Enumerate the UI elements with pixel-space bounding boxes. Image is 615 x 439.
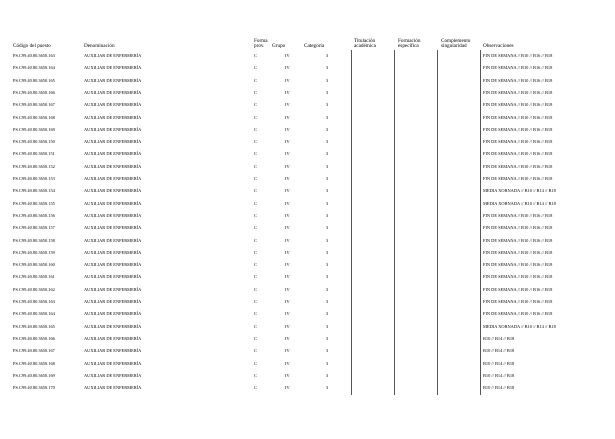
cell-denominacion: AUXILIAR DE ENFERMERÍA <box>84 360 142 366</box>
cell-denominacion: AUXILIAR DE ENFERMERÍA <box>84 385 142 391</box>
table-row <box>0 198 615 210</box>
cell-denominacion: AUXILIAR DE ENFERMERÍA <box>84 65 142 71</box>
cell-codigo: PS.C99.40.80.3650.163 <box>13 299 55 304</box>
header-observaciones <box>483 44 514 50</box>
header-categoria <box>304 44 324 50</box>
table-row <box>0 185 615 197</box>
cell-codigo: PS.C99.40.80.3650.160 <box>13 262 55 268</box>
cell-codigo: PS.C99.40.80.3650.164 <box>13 311 55 317</box>
cell-grupo: IV <box>285 225 290 231</box>
header-complemento <box>441 39 470 50</box>
cell-forma-prov: C <box>254 286 257 292</box>
cell-denominacion: AUXILIAR DE ENFERMERÍA <box>84 77 142 83</box>
cell-codigo: PS.C99.40.80.3650.152 <box>13 163 55 169</box>
cell-forma-prov: C <box>254 323 257 329</box>
header-label-line: académica <box>354 43 376 50</box>
table-row <box>0 271 615 283</box>
cell-categoria: 3 <box>326 114 329 120</box>
cell-denominacion: AUXILIAR DE ENFERMERÍA <box>84 53 142 58</box>
header-codigo <box>13 44 51 50</box>
cell-codigo: PS.C99.40.80.3650.166 <box>13 89 55 95</box>
cell-codigo: PS.C99.40.80.3650.168 <box>13 360 55 366</box>
cell-grupo: IV <box>285 114 290 120</box>
cell-denominacion: AUXILIAR DE ENFERMERÍA <box>84 126 142 132</box>
table-row <box>0 75 615 87</box>
cell-codigo: PS.C99.40.80.3650.157 <box>13 225 55 231</box>
cell-observaciones: FIN DE SEMANA // B10 // B16 // B18 <box>483 225 553 231</box>
cell-grupo: IV <box>285 311 290 317</box>
table-row <box>0 358 615 370</box>
cell-codigo: PS.C99.40.80.3650.150 <box>13 139 55 145</box>
cell-categoria: 3 <box>326 372 329 378</box>
cell-observaciones: B10 // B14 // B18 <box>483 360 515 366</box>
cell-observaciones: FIN DE SEMANA // B10 // B16 // B18 <box>483 53 553 58</box>
cell-codigo: PS.C99.40.80.3650.169 <box>13 126 55 132</box>
cell-observaciones: FIN DE SEMANA // B10 // B16 // B18 <box>483 262 553 268</box>
header-forma-prov <box>254 39 268 50</box>
cell-forma-prov: C <box>254 385 257 391</box>
cell-grupo: IV <box>285 65 290 71</box>
cell-forma-prov: C <box>254 249 257 255</box>
cell-grupo: IV <box>285 385 290 391</box>
cell-denominacion: AUXILIAR DE ENFERMERÍA <box>84 163 142 169</box>
cell-forma-prov: C <box>254 188 257 194</box>
cell-grupo: IV <box>285 212 290 218</box>
cell-codigo: PS.C99.40.80.3650.168 <box>13 114 55 120</box>
table-row <box>0 50 615 62</box>
cell-grupo: IV <box>285 77 290 83</box>
cell-observaciones: FIN DE SEMANA // B10 // B16 // B18 <box>483 286 553 292</box>
table-row <box>0 370 615 382</box>
cell-forma-prov: C <box>254 176 257 181</box>
cell-categoria: 3 <box>326 299 329 304</box>
cell-categoria: 3 <box>326 249 329 255</box>
header-label-line: Formación <box>398 37 421 44</box>
table-row <box>0 62 615 74</box>
cell-forma-prov: C <box>254 360 257 366</box>
cell-forma-prov: C <box>254 262 257 268</box>
header-label-line: Código del puesto <box>13 43 51 49</box>
table-row <box>0 148 615 160</box>
cell-categoria: 3 <box>326 65 329 71</box>
cell-observaciones: FIN DE SEMANA // B10 // B16 // B18 <box>483 237 553 243</box>
cell-categoria: 3 <box>326 274 329 280</box>
cell-codigo: PS.C99.40.80.3650.167 <box>13 102 55 108</box>
cell-observaciones: FIN DE SEMANA // B10 // B16 // B18 <box>483 139 553 145</box>
cell-codigo: PS.C99.40.80.3650.161 <box>13 274 55 280</box>
cell-codigo: PS.C99.40.80.3650.163 <box>13 53 55 58</box>
cell-forma-prov: C <box>254 53 257 58</box>
cell-grupo: IV <box>285 126 290 132</box>
header-label-line: prov. <box>254 43 265 50</box>
cell-categoria: 3 <box>326 225 329 231</box>
table-row <box>0 87 615 99</box>
cell-observaciones: FIN DE SEMANA // B10 // B16 // B18 <box>483 274 553 280</box>
cell-categoria: 3 <box>326 126 329 132</box>
table-row <box>0 112 615 124</box>
cell-categoria: 3 <box>326 323 329 329</box>
cell-categoria: 3 <box>326 262 329 268</box>
cell-denominacion: AUXILIAR DE ENFERMERÍA <box>84 102 142 108</box>
cell-categoria: 3 <box>326 286 329 292</box>
cell-observaciones: B10 // B14 // B18 <box>483 335 515 341</box>
cell-grupo: IV <box>285 89 290 95</box>
table-row <box>0 259 615 271</box>
header-titulacion <box>354 39 376 50</box>
cell-categoria: 3 <box>326 237 329 243</box>
cell-categoria: 3 <box>326 348 329 354</box>
cell-codigo: PS.C99.40.80.3650.158 <box>13 237 55 243</box>
table-row <box>0 321 615 333</box>
cell-denominacion: AUXILIAR DE ENFERMERÍA <box>84 114 142 120</box>
cell-observaciones: FIN DE SEMANA // B10 // B16 // B18 <box>483 299 553 304</box>
cell-forma-prov: C <box>254 77 257 83</box>
cell-denominacion: AUXILIAR DE ENFERMERÍA <box>84 262 142 268</box>
header-label-line: específica <box>398 43 419 50</box>
cell-forma-prov: C <box>254 299 257 304</box>
header-denominacion <box>84 44 115 50</box>
cell-observaciones: B10 // B14 // B18 <box>483 372 515 378</box>
cell-categoria: 3 <box>326 53 329 58</box>
cell-denominacion: AUXILIAR DE ENFERMERÍA <box>84 323 142 329</box>
cell-grupo: IV <box>285 262 290 268</box>
cell-observaciones: FIN DE SEMANA // B10 // B16 // B18 <box>483 249 553 255</box>
cell-categoria: 3 <box>326 212 329 218</box>
cell-forma-prov: C <box>254 163 257 169</box>
cell-denominacion: AUXILIAR DE ENFERMERÍA <box>84 139 142 145</box>
cell-grupo: IV <box>285 139 290 145</box>
cell-observaciones: FIN DE SEMANA // B10 // B16 // B18 <box>483 102 553 108</box>
table-row <box>0 99 615 111</box>
table-row <box>0 296 615 308</box>
cell-denominacion: AUXILIAR DE ENFERMERÍA <box>84 311 142 317</box>
cell-codigo: PS.C99.40.80.3650.166 <box>13 335 55 341</box>
table-row <box>0 382 615 394</box>
cell-observaciones: FIN DE SEMANA // B10 // B16 // B18 <box>483 163 553 169</box>
cell-grupo: IV <box>285 323 290 329</box>
cell-forma-prov: C <box>254 348 257 354</box>
cell-denominacion: AUXILIAR DE ENFERMERÍA <box>84 335 142 341</box>
cell-denominacion: AUXILIAR DE ENFERMERÍA <box>84 249 142 255</box>
cell-observaciones: FIN DE SEMANA // B10 // B16 // B18 <box>483 311 553 317</box>
cell-categoria: 3 <box>326 77 329 83</box>
cell-forma-prov: C <box>254 65 257 71</box>
cell-denominacion: AUXILIAR DE ENFERMERÍA <box>84 348 142 354</box>
header-label-line: Grupo <box>272 43 286 49</box>
cell-observaciones: FIN DE SEMANA // B10 // B16 // B18 <box>483 151 553 157</box>
cell-forma-prov: C <box>254 212 257 218</box>
cell-observaciones: MEDIA XORNADA // B10 // B14 // B18 <box>483 188 556 194</box>
table-row <box>0 235 615 247</box>
cell-grupo: IV <box>285 102 290 108</box>
cell-observaciones: MEDIA XORNADA // B10 // B14 // B18 <box>483 200 556 206</box>
cell-denominacion: AUXILIAR DE ENFERMERÍA <box>84 225 142 231</box>
cell-observaciones: B10 // B14 // B18 <box>483 385 515 391</box>
cell-grupo: IV <box>285 176 290 181</box>
cell-categoria: 3 <box>326 335 329 341</box>
header-label-line: Forma <box>254 37 268 44</box>
cell-grupo: IV <box>285 335 290 341</box>
cell-grupo: IV <box>285 200 290 206</box>
table-row <box>0 161 615 173</box>
cell-forma-prov: C <box>254 274 257 280</box>
cell-categoria: 3 <box>326 102 329 108</box>
cell-codigo: PS.C99.40.80.3650.156 <box>13 212 55 218</box>
cell-observaciones: FIN DE SEMANA // B10 // B16 // B18 <box>483 212 553 218</box>
header-label-line: Observaciones <box>483 43 514 49</box>
cell-codigo: PS.C99.40.80.3650.162 <box>13 286 55 292</box>
header-label-line: Denominación <box>84 43 115 49</box>
cell-codigo: PS.C99.40.80.3650.170 <box>13 385 55 391</box>
cell-forma-prov: C <box>254 139 257 145</box>
cell-categoria: 3 <box>326 200 329 206</box>
cell-denominacion: AUXILIAR DE ENFERMERÍA <box>84 89 142 95</box>
cell-observaciones: FIN DE SEMANA // B10 // B16 // B18 <box>483 126 553 132</box>
cell-codigo: PS.C99.40.80.3650.159 <box>13 249 55 255</box>
cell-observaciones: MEDIA XORNADA // B10 // B14 // B18 <box>483 323 556 329</box>
cell-grupo: IV <box>285 286 290 292</box>
header-label-line: Complemento <box>441 37 471 44</box>
cell-grupo: IV <box>285 53 290 58</box>
cell-grupo: IV <box>285 237 290 243</box>
table-row <box>0 124 615 136</box>
cell-grupo: IV <box>285 360 290 366</box>
cell-forma-prov: C <box>254 89 257 95</box>
cell-denominacion: AUXILIAR DE ENFERMERÍA <box>84 212 142 218</box>
cell-forma-prov: C <box>254 311 257 317</box>
cell-observaciones: FIN DE SEMANA // B10 // B16 // B18 <box>483 77 553 83</box>
cell-denominacion: AUXILIAR DE ENFERMERÍA <box>84 286 142 292</box>
cell-codigo: PS.C99.40.80.3650.165 <box>13 323 55 329</box>
cell-categoria: 3 <box>326 139 329 145</box>
table-row <box>0 345 615 357</box>
header-label-line: Categoría <box>304 43 325 49</box>
table-row <box>0 173 615 185</box>
cell-categoria: 3 <box>326 163 329 169</box>
table-row <box>0 222 615 234</box>
cell-grupo: IV <box>285 163 290 169</box>
cell-codigo: PS.C99.40.80.3650.151 <box>13 151 55 157</box>
cell-observaciones: FIN DE SEMANA // B10 // B16 // B18 <box>483 176 553 181</box>
cell-codigo: PS.C99.40.80.3650.164 <box>13 65 55 71</box>
cell-grupo: IV <box>285 299 290 304</box>
cell-forma-prov: C <box>254 126 257 132</box>
header-grupo <box>272 44 285 50</box>
table-row <box>0 308 615 320</box>
cell-grupo: IV <box>285 249 290 255</box>
cell-categoria: 3 <box>326 311 329 317</box>
cell-codigo: PS.C99.40.80.3650.169 <box>13 372 55 378</box>
cell-denominacion: AUXILIAR DE ENFERMERÍA <box>84 274 142 280</box>
cell-observaciones: B10 // B14 // B18 <box>483 348 515 354</box>
cell-observaciones: FIN DE SEMANA // B10 // B16 // B18 <box>483 65 553 71</box>
table-row <box>0 333 615 345</box>
cell-grupo: IV <box>285 372 290 378</box>
table-row <box>0 136 615 148</box>
cell-observaciones: FIN DE SEMANA // B10 // B16 // B18 <box>483 114 553 120</box>
cell-categoria: 3 <box>326 176 329 181</box>
header-label-line: Titulación <box>354 37 376 44</box>
cell-categoria: 3 <box>326 385 329 391</box>
cell-categoria: 3 <box>326 188 329 194</box>
cell-observaciones: FIN DE SEMANA // B10 // B16 // B18 <box>483 89 553 95</box>
cell-forma-prov: C <box>254 200 257 206</box>
cell-grupo: IV <box>285 188 290 194</box>
cell-categoria: 3 <box>326 89 329 95</box>
cell-denominacion: AUXILIAR DE ENFERMERÍA <box>84 176 142 181</box>
cell-forma-prov: C <box>254 372 257 378</box>
cell-codigo: PS.C99.40.80.3650.154 <box>13 188 55 194</box>
cell-categoria: 3 <box>326 151 329 157</box>
cell-forma-prov: C <box>254 335 257 341</box>
table-row <box>0 247 615 259</box>
cell-forma-prov: C <box>254 151 257 157</box>
cell-grupo: IV <box>285 274 290 280</box>
header-label-line: singularidad <box>441 43 467 50</box>
cell-denominacion: AUXILIAR DE ENFERMERÍA <box>84 200 142 206</box>
cell-denominacion: AUXILIAR DE ENFERMERÍA <box>84 299 142 304</box>
cell-forma-prov: C <box>254 237 257 243</box>
table-row <box>0 284 615 296</box>
cell-grupo: IV <box>285 348 290 354</box>
cell-grupo: IV <box>285 151 290 157</box>
cell-forma-prov: C <box>254 102 257 108</box>
cell-categoria: 3 <box>326 360 329 366</box>
cell-denominacion: AUXILIAR DE ENFERMERÍA <box>84 151 142 157</box>
cell-denominacion: AUXILIAR DE ENFERMERÍA <box>84 372 142 378</box>
cell-forma-prov: C <box>254 114 257 120</box>
cell-denominacion: AUXILIAR DE ENFERMERÍA <box>84 188 142 194</box>
cell-forma-prov: C <box>254 225 257 231</box>
header-formacion <box>398 39 420 50</box>
cell-denominacion: AUXILIAR DE ENFERMERÍA <box>84 237 142 243</box>
cell-codigo: PS.C99.40.80.3650.167 <box>13 348 55 354</box>
cell-codigo: PS.C99.40.80.3650.153 <box>13 176 55 181</box>
cell-codigo: PS.C99.40.80.3650.165 <box>13 77 55 83</box>
cell-codigo: PS.C99.40.80.3650.155 <box>13 200 55 206</box>
table-row <box>0 210 615 222</box>
